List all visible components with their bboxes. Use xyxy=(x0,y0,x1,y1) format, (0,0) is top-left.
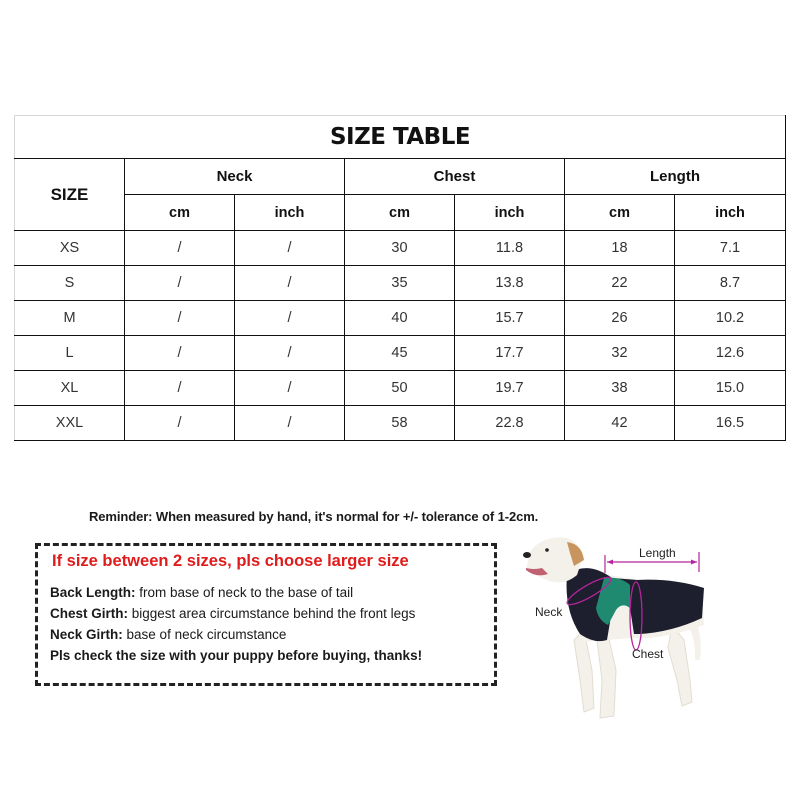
table-row xyxy=(15,231,786,266)
length-cm-cell: 32 xyxy=(565,336,675,371)
chest-inch-cell: 15.7 xyxy=(455,301,565,336)
neck-cm-cell: / xyxy=(125,231,235,266)
chest-cm-cell: 35 xyxy=(345,266,455,301)
length-cm-header: cm xyxy=(565,195,675,231)
chest-cm-cell: 50 xyxy=(345,371,455,406)
chest-group-header: Chest xyxy=(345,159,565,195)
size-cell: S xyxy=(15,266,125,301)
size-cell: XS xyxy=(15,231,125,266)
note-label: Chest Girth: xyxy=(50,606,129,621)
size-cell: XL xyxy=(15,371,125,406)
chest-inch-cell: 19.7 xyxy=(455,371,565,406)
note-text: from base of neck to the base of tail xyxy=(135,585,354,600)
chest-inch-cell: 13.8 xyxy=(455,266,565,301)
notice-title: If size between 2 sizes, pls choose larger size xyxy=(52,552,409,570)
neck-inch-cell: / xyxy=(235,231,345,266)
length-cm-cell: 18 xyxy=(565,231,675,266)
length-inch-cell: 8.7 xyxy=(675,266,786,301)
length-inch-header: inch xyxy=(675,195,786,231)
dog-in-vest-illustration xyxy=(512,530,712,730)
chest-inch-header: inch xyxy=(455,195,565,231)
neck-cm-cell: / xyxy=(125,301,235,336)
neck-girth-note xyxy=(50,627,286,642)
neck-cm-cell: / xyxy=(125,266,235,301)
table-row xyxy=(15,371,786,406)
neck-inch-header: inch xyxy=(235,195,345,231)
chest-label: Chest xyxy=(632,647,664,661)
chest-inch-cell: 17.7 xyxy=(455,336,565,371)
chest-girth-note xyxy=(50,606,415,621)
neck-inch-cell: / xyxy=(235,266,345,301)
size-cell: L xyxy=(15,336,125,371)
chest-inch-cell: 22.8 xyxy=(455,406,565,441)
chest-cm-cell: 58 xyxy=(345,406,455,441)
neck-inch-cell: / xyxy=(235,336,345,371)
length-cm-cell: 26 xyxy=(565,301,675,336)
chest-cm-header: cm xyxy=(345,195,455,231)
table-row xyxy=(15,406,786,441)
table-row xyxy=(15,301,786,336)
tolerance-reminder: Reminder: When measured by hand, it's normal for +/- tolerance of 1-2cm. xyxy=(89,509,539,524)
neck-group-header: Neck xyxy=(125,159,345,195)
length-inch-cell: 12.6 xyxy=(675,336,786,371)
note-label: Back Length: xyxy=(50,585,136,600)
note-label: Neck Girth: xyxy=(50,627,123,642)
table-title: SIZE TABLE xyxy=(15,116,786,159)
neck-inch-cell: / xyxy=(235,371,345,406)
chest-cm-cell: 45 xyxy=(345,336,455,371)
neck-cm-cell: / xyxy=(125,406,235,441)
note-text: base of neck circumstance xyxy=(122,627,287,642)
size-cell: XXL xyxy=(15,406,125,441)
chest-inch-cell: 11.8 xyxy=(455,231,565,266)
back-length-note xyxy=(50,585,353,600)
length-label: Length xyxy=(639,546,676,560)
neck-inch-cell: / xyxy=(235,301,345,336)
table-row xyxy=(15,266,786,301)
length-inch-cell: 10.2 xyxy=(675,301,786,336)
size-cell: M xyxy=(15,301,125,336)
size-table xyxy=(14,115,786,441)
neck-cm-cell: / xyxy=(125,336,235,371)
neck-cm-cell: / xyxy=(125,371,235,406)
neck-label: Neck xyxy=(535,605,563,619)
dog-measurement-figure xyxy=(512,530,712,730)
table-row xyxy=(15,336,786,371)
note-label: Pls check the size with your puppy before buying, thanks! xyxy=(50,648,423,663)
neck-inch-cell: / xyxy=(235,406,345,441)
length-cm-cell: 42 xyxy=(565,406,675,441)
length-inch-cell: 15.0 xyxy=(675,371,786,406)
length-cm-cell: 22 xyxy=(565,266,675,301)
length-cm-cell: 38 xyxy=(565,371,675,406)
length-inch-cell: 7.1 xyxy=(675,231,786,266)
note-text: biggest area circumstance behind the front legs xyxy=(128,606,416,621)
check-size-note xyxy=(50,648,422,663)
length-inch-cell: 16.5 xyxy=(675,406,786,441)
neck-cm-header: cm xyxy=(125,195,235,231)
size-column-header: SIZE xyxy=(15,159,125,231)
chest-cm-cell: 40 xyxy=(345,301,455,336)
sizing-notice-box xyxy=(35,543,497,686)
length-group-header: Length xyxy=(565,159,786,195)
chest-cm-cell: 30 xyxy=(345,231,455,266)
